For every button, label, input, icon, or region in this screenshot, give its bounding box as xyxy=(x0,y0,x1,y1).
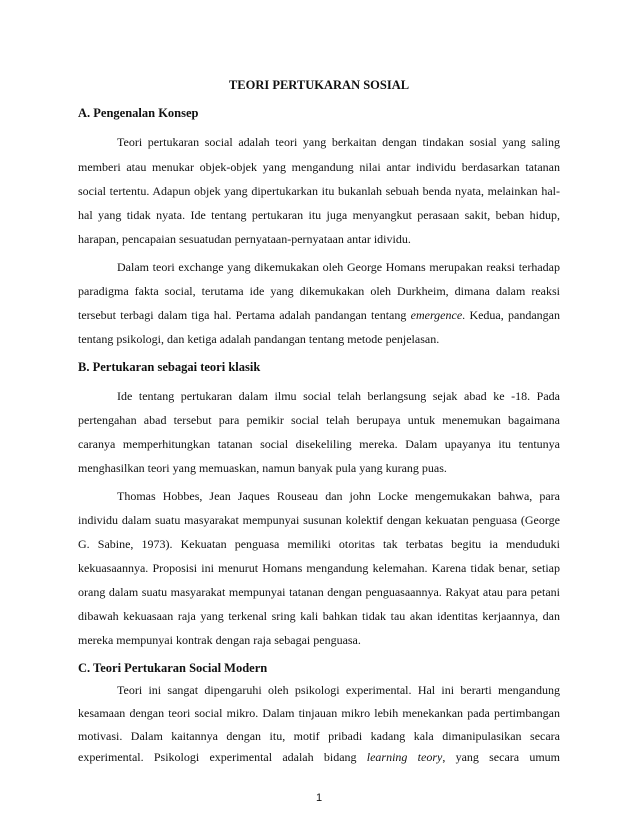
paragraph-line: dibawah kekuasaan raja yang terkenal sring kali bahkan tidak tau akan identitas kerjaannya, dan xyxy=(78,609,560,623)
paragraph-line-with-italic xyxy=(78,747,560,767)
paragraph-line: tentang psikologi, dan ketiga adalah pandangan tentang metode penjelasan. xyxy=(78,332,440,346)
italic-term: learning teory xyxy=(366,750,443,764)
text-run: tersebut terbagi dalam tiga hal. Pertama adalah pandangan tentang xyxy=(78,308,407,322)
section-heading-b: B. Pertukaran sebagai teori klasik xyxy=(78,360,261,374)
paragraph-line: pertengahan abad tersebut para pemikir social telah berupaya untuk menemukan bagaimana xyxy=(78,413,560,427)
paragraph-line: social tertentu. Adapun objek yang dipertukarkan itu bukanlah sebuah benda nyata, melainkan hal- xyxy=(78,184,560,198)
italic-term: emergence xyxy=(410,308,463,322)
paragraph-line: Teori ini sangat dipengaruhi oleh psikologi experimental. Hal ini berarti mengandung xyxy=(117,683,560,697)
section-heading-c: C. Teori Pertukaran Social Modern xyxy=(78,661,268,675)
paragraph-line: memberi atau menukar objek-objek yang mengandung nilai antar individu berdasarkan tatanan xyxy=(78,160,560,174)
paragraph-line: Ide tentang pertukaran dalam ilmu social telah berlangsung sejak abad ke -18. Pada xyxy=(117,389,560,403)
paragraph-line-with-italic xyxy=(78,305,560,325)
section-heading-a: A. Pengenalan Konsep xyxy=(78,106,199,120)
document-title: TEORI PERTUKARAN SOSIAL xyxy=(228,78,410,92)
text-run: , yang secara umum xyxy=(442,750,560,764)
paragraph-line: kekuasaannya. Proposisi ini menurut Homans mengandung kelemahan. Karena tidak benar, setiap xyxy=(78,561,560,575)
paragraph-line: Teori pertukaran social adalah teori yang berkaitan dengan tindakan sosial yang saling xyxy=(117,135,560,149)
paragraph-line: individu dalam suatu masyarakat mempunyai susunan kolektif dengan kekuatan penguasa (George xyxy=(78,513,560,527)
paragraph-line: paradigma fakta social, terutama ide yang dikemukakan oleh Durkheim, dimana dalam reaksi xyxy=(78,284,560,298)
text-run: experimental. Psikologi experimental adalah bidang xyxy=(78,750,357,764)
text-run: . Kedua, pandangan xyxy=(462,308,561,322)
paragraph-line: motivasi. Dalam kaitannya dengan itu, motif pribadi kadang kala dimanipulasikan secara xyxy=(78,729,560,743)
paragraph-line: caranya memperhitungkan tatanan social disekeliling mereka. Dalam upayanya itu tentunya xyxy=(78,437,560,451)
paragraph-line: harapan, pencapaian sesuatudan pernyataan-pernyataan antar idividu. xyxy=(78,232,411,246)
paragraph-line: Dalam teori exchange yang dikemukakan oleh George Homans merupakan reaksi terhadap xyxy=(117,260,560,274)
paragraph-line: mereka mempunyai kontrak dengan raja sebagai penguasa. xyxy=(78,633,361,647)
paragraph-line: kesamaan dengan teori social mikro. Dalam tinjauan mikro lebih menekankan pada pertimbangan xyxy=(78,706,560,720)
page-number: 1 xyxy=(315,792,323,804)
paragraph-line: Thomas Hobbes, Jean Jaques Rouseau dan john Locke mengemukakan bahwa, para xyxy=(117,489,560,503)
paragraph-line: menghasilkan teori yang memuaskan, namun banyak pula yang kurang puas. xyxy=(78,461,447,475)
paragraph-line: G. Sabine, 1973). Kekuatan penguasa memiliki otoritas tak terbatas begitu ia menduduki xyxy=(78,537,560,551)
paragraph-line: orang dalam suatu masyarakat mempunyai tatanan dengan penguasaannya. Rakyat atau para petani xyxy=(78,585,560,599)
paragraph-line: hal yang tidak nyata. Ide tentang pertukaran itu juga menyangkut perasaan sakit, beban hidup, xyxy=(78,208,560,222)
